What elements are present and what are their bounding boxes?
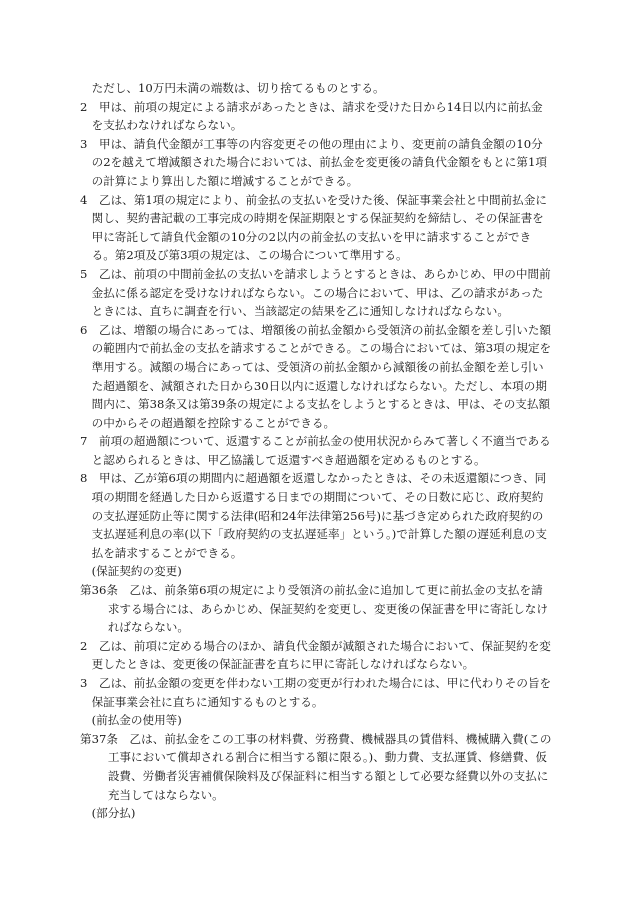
document-page [80,79,552,823]
art35-para-5: 5 乙は、前項の中間前金払の支払いを請求しようとするときは、あらかじめ、甲の中間前金払に係る認定を受けなければならない。この場合において、甲は、乙の請求があったときには、直ちに調査を行い、当該認定の結果を乙に通知しなければならない。 [80,266,551,319]
article-37-para-1: 第37条 乙は、前払金をこの工事の材料費、労務費、機械器具の賃借料、機械購入費(この工事において償却される割合に相当する額に限る。)、動力費、支払運賃、修繕費、仮設費、労働者災害補償保険料及び保証料に相当する額として必要な経費以外の支払に充当してはならない。 [80,731,552,802]
art36-para-2: 2 乙は、前項に定める場合のほか、請負代金額が減額された場合において、保証契約を変更したときは、変更後の保証証書を直ちに甲に寄託しなければならない。 [80,638,551,672]
art35-para-7: 7 前項の超過額について、返還することが前払金の使用状況からみて著しく不適当であると認められるときは、甲乙協議して返還すべき超過額を定めるものとする。 [80,434,551,467]
article-36-heading: (保証契約の変更) [91,564,182,579]
art35-para-8: 8 甲は、乙が第6項の期間内に超過額を返還しなかったときは、その未返還額につき、同項の期間を経過した日から返還する日までの期間について、その日数に応じ、政府契約の支払遅延防止等に関する法律(昭和24年法律第256号)に基づき定められた政府契約の支払遅延利息の率(以下「政府契約の支払遅延率」という。)で計算した額の遅延利息の支払を請求することができる。 [80,471,547,560]
art35-para-4: 4 乙は、第1項の規定により、前金払の支払いを受けた後、保証事業会社と中間前払金に関し、契約書記載の工事完成の時期を保証期限とする保証契約を締結し、その保証書を甲に寄託して請負代金額の10分の2以内の前金払の支払いを甲に請求することができる。第2項及び第3項の規定は、この場合について準用する。 [80,192,547,263]
article-37-heading: (前払金の使用等) [91,713,182,728]
art35-para-3: 3 甲は、請負代金額が工事等の内容変更その他の理由により、変更前の請負金額の10分の2を越えて増減額された場合においては、前払金を変更後の請負代金額をもとに第1項の計算により算出した額に増減することができる。 [80,136,547,188]
art36-para-3: 3 乙は、前払金額の変更を伴わない工期の変更が行われた場合には、甲に代わりその旨を保証事業会社に直ちに通知するものとする。 [80,676,552,709]
continuation-line: ただし、10万円未満の端数は、切り捨てるものとする。 [91,81,385,95]
art35-para-6: 6 乙は、増額の場合にあっては、増額後の前払金額から受領済の前払金額を差し引いた額の範囲内で前払金の支払を請求することができる。この場合においては、第3項の規定を準用する。減額の場合にあっては、受領済の前払金額から減額後の前払金額を差し引いた超過額を、減額された日から30日以内に返還しなければならない。ただし、本項の期間内に、第38条又は第39条の規定による支払をしようとするときは、甲は、その支払額の中からその超過額を控除することができる。 [80,322,552,430]
art35-para-2: 2 甲は、前項の規定による請求があったときは、請求を受けた日から14日以内に前払金を支払わなければならない。 [80,99,543,133]
article-38-heading: (部分払) [91,806,136,821]
article-36-para-1: 第36条 乙は、前条第6項の規定により受領済の前払金に追加して更に前払金の支払を請求する場合には、あらかじめ、保証契約を変更し、変更後の保証書を甲に寄託しなければならない。 [80,583,548,635]
